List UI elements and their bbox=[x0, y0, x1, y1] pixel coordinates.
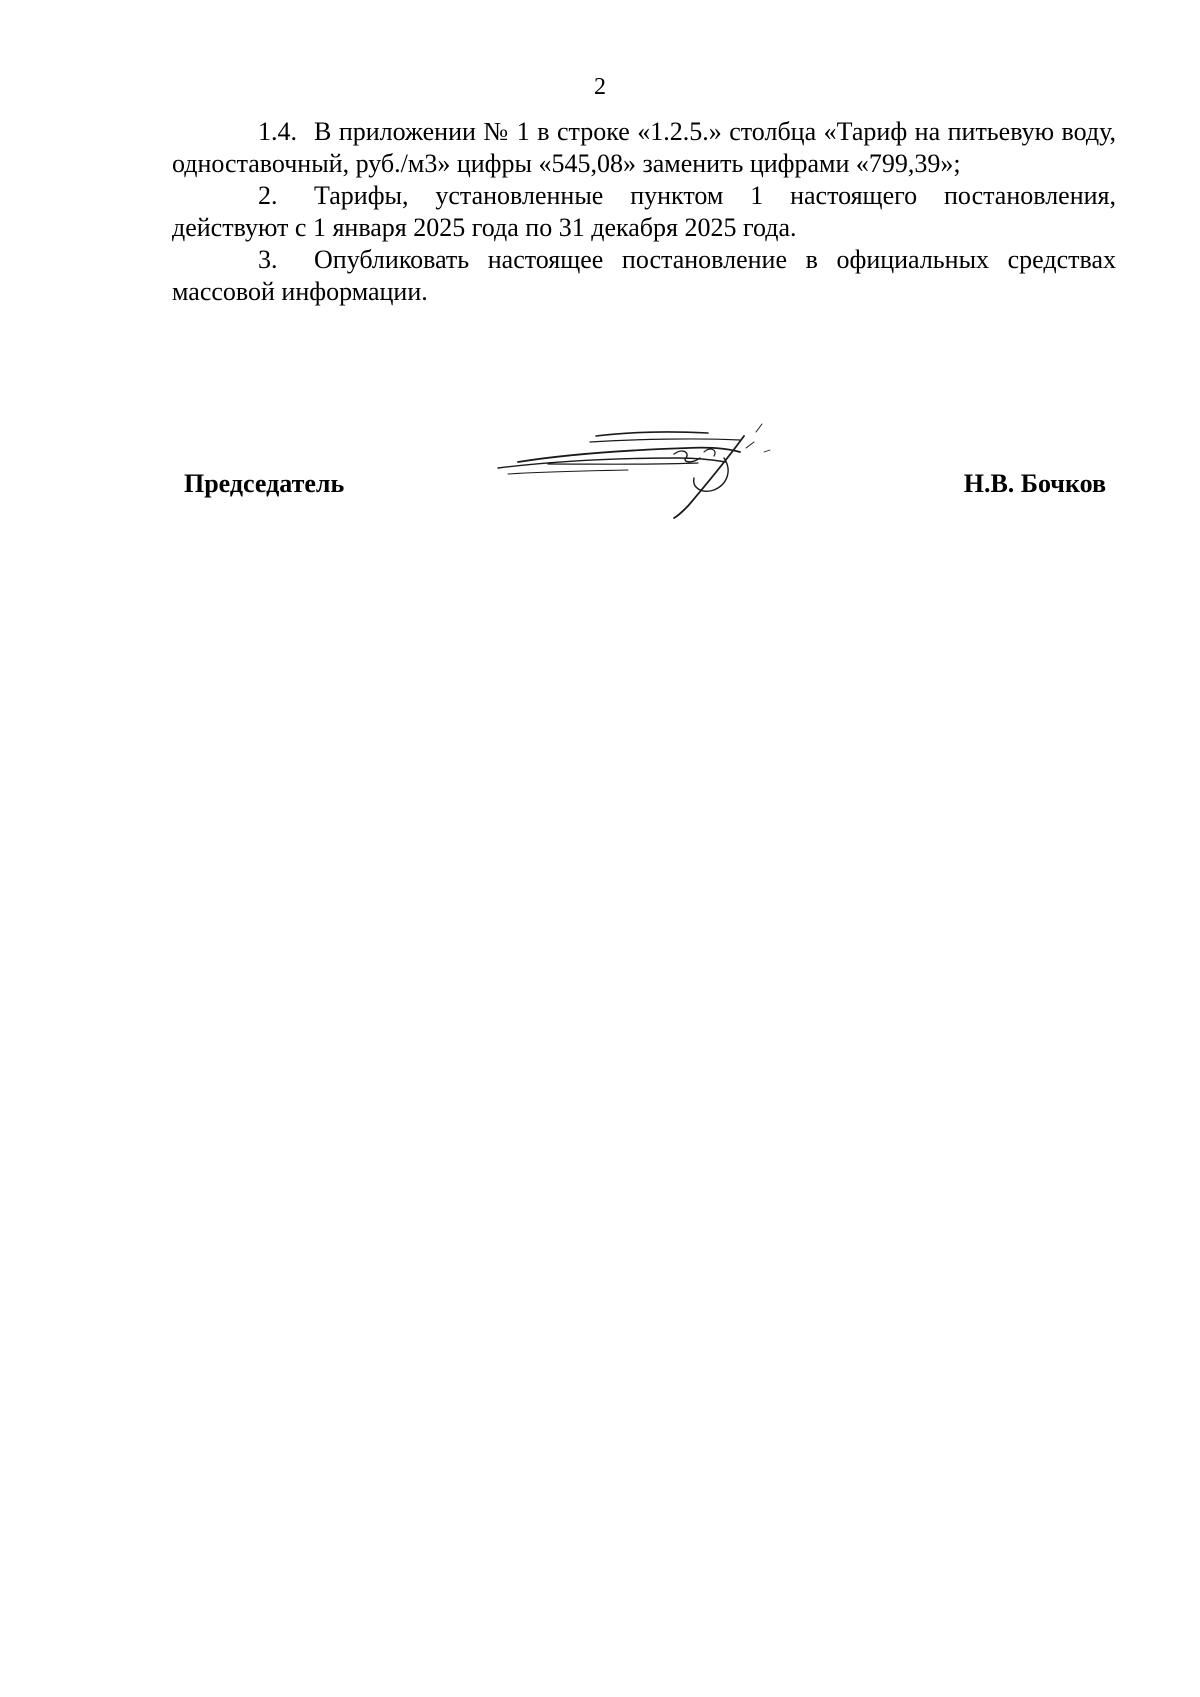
paragraph-3 bbox=[172, 244, 1116, 308]
page-number: 2 bbox=[594, 74, 606, 100]
paragraph-2 bbox=[172, 180, 1116, 244]
handwritten-signature bbox=[478, 418, 790, 522]
paragraph-number: 1.4. bbox=[258, 117, 297, 146]
signatory-name: Н.В. Бочков bbox=[963, 469, 1106, 498]
paragraph-text: Тарифы, установленные пунктом 1 настоящего постановления, действуют с 1 января 2025 года по 31 декабря 2025 года. bbox=[172, 181, 1116, 242]
paragraph-number: 3. bbox=[258, 245, 278, 274]
paragraph-number: 2. bbox=[258, 181, 278, 210]
paragraph-1-4 bbox=[172, 116, 1116, 180]
paragraph-text: В приложении № 1 в строке «1.2.5.» столбца «Тариф на питьевую воду, одноставочный, руб./м3» цифры «545,08» заменить цифрами «799,39»; bbox=[172, 117, 1116, 178]
document-body bbox=[172, 116, 1116, 308]
signatory-title: Председатель bbox=[184, 469, 345, 498]
paragraph-text: Опубликовать настоящее постановление в официальных средствах массовой информации. bbox=[172, 245, 1116, 306]
